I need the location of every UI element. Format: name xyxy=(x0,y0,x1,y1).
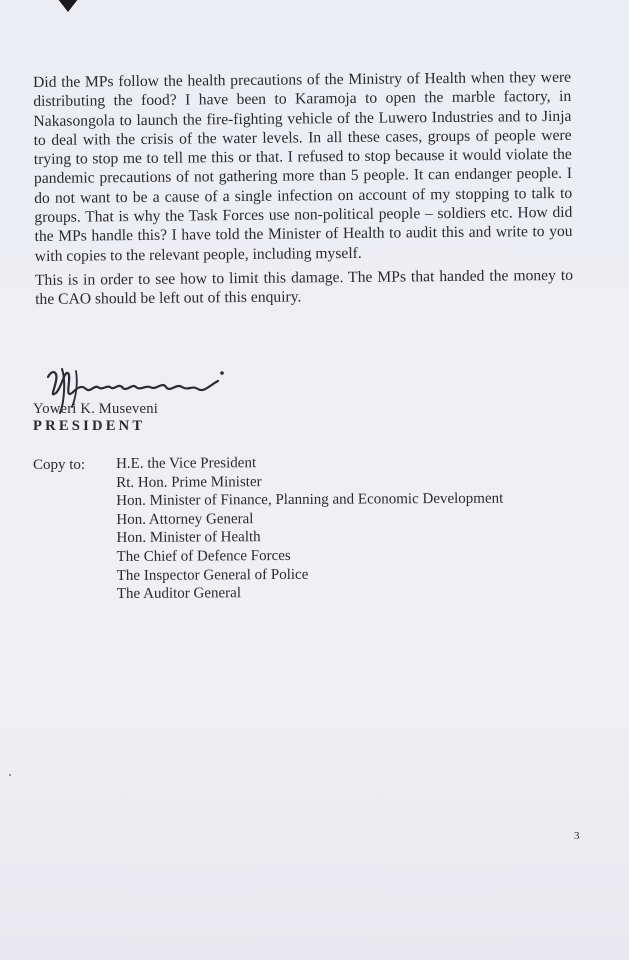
copy-to-label: Copy to: xyxy=(33,457,86,473)
copy-recipient: Rt. Hon. Prime Minister xyxy=(116,473,262,491)
paper-speck xyxy=(9,774,11,776)
copy-recipient: The Inspector General of Police xyxy=(116,566,309,584)
copy-recipient: Hon. Attorney General xyxy=(116,510,254,528)
copy-to-list xyxy=(116,452,537,603)
copy-recipient: H.E. the Vice President xyxy=(116,455,257,472)
letter-body xyxy=(33,68,573,315)
body-paragraph: Did the MPs follow the health precautions of the Ministry of Health when they were distributing the food? I have been to Karamoja to open the marble factory, in Nakasongola to launch the fire-fighting vehicle of the Luwero Industries and to Jinja to deal with the crisis of the water levels. In all these cases, groups of people were trying to stop me to tell me this or that. I refused to stop because it would violate the pandemic precautions of not gathering more than 5 people. It can endanger people. I do not want to be a cause of a single infection on account of my stopping to talk to groups. That is why the Task Forces use non-political people – soldiers etc. How did the MPs handle this? I have told the Minister of Health to audit this and write to you with copies to the relevant people, including myself. xyxy=(33,68,573,265)
signatory-name: Yoweri K. Museveni xyxy=(33,401,158,417)
signatory-title: PRESIDENT xyxy=(33,418,146,434)
copy-recipient: Hon. Minister of Finance, Planning and Economic Development xyxy=(116,490,504,510)
copy-recipient: Hon. Minister of Health xyxy=(116,529,261,547)
copy-recipient: The Chief of Defence Forces xyxy=(116,547,291,565)
body-paragraph: This is in order to see how to limit this damage. The MPs that handed the money to the CAO should be left out of this enquiry. xyxy=(34,266,574,309)
corner-mark xyxy=(54,0,82,12)
copy-recipient: The Auditor General xyxy=(116,585,242,603)
page-number: 3 xyxy=(574,830,580,842)
